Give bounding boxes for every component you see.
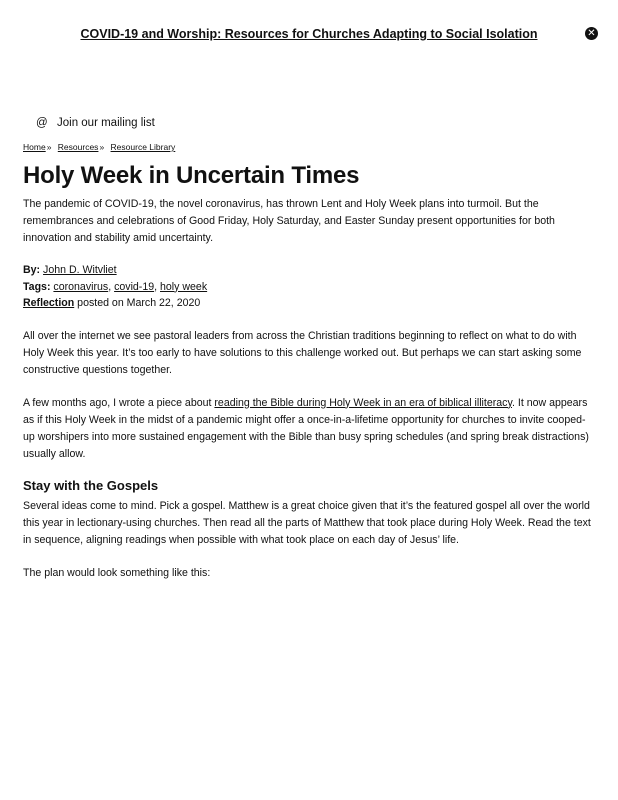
paragraph-1: All over the internet we see pastoral leaders from across the Christian traditions beginning to reflect on what to do with Holy Week this year. It’s too early to have solutions to this challenge worked out. But perhaps we can start asking some constructive questions together. [23,329,582,376]
paragraph-2 [23,395,595,463]
breadcrumb-separator: » [99,142,105,152]
paragraph-2-start: A few months ago, I wrote a piece about [23,396,215,409]
breadcrumb [23,141,595,153]
paragraph-3: Several ideas come to mind. Pick a gospel. Matthew is a great choice given that it’s the featured gospel all over the world this year in lectionary-using churches. Then read all the parts of Matthew that took place during Holy Week. Read the text in sequence, aligning readings when possible with what took place on each day of Jesus’ life. [23,499,591,546]
page-title: Holy Week in Uncertain Times [23,162,360,189]
mailing-list-link[interactable] [36,116,155,130]
tag-link-coronavirus[interactable]: coronavirus [53,280,109,293]
author-link[interactable]: John D. Witvliet [43,264,117,276]
article-lede: The pandemic of COVID-19, the novel coronavirus, has thrown Lent and Holy Week plans into turmoil. But the remembrances and celebrations of Good Friday, Holy Saturday, and Easter Sunday present opportunities for both innovation and stability amid uncertainty. [23,198,555,244]
section-heading: Stay with the Gospels [23,477,159,493]
announcement-banner [0,26,618,44]
tag-link-covid-19[interactable]: covid-19 [114,280,155,293]
breadcrumb-resources[interactable]: Resources [57,142,99,152]
banner-link[interactable]: COVID-19 and Worship: Resources for Churches Adapting to Social Isolation [80,27,538,41]
tags-label: Tags: [23,280,51,293]
posted-line [23,295,595,312]
breadcrumb-home[interactable]: Home [23,142,46,152]
by-label: By: [23,264,41,276]
posted-date: posted on March 22, 2020 [77,297,201,309]
breadcrumb-resource-library[interactable]: Resource Library [110,142,176,152]
tag-link-holy-week[interactable]: holy week [160,280,208,293]
mailing-list-label[interactable]: Join our mailing list [57,117,155,129]
breadcrumb-separator: » [46,142,52,152]
paragraph-4: The plan would look something like this: [23,566,211,579]
category-link[interactable]: Reflection [23,297,75,309]
tags-line: Tags: coronavirus, covid-19, holy week [23,280,208,293]
byline [23,262,595,279]
close-circle-icon[interactable]: ✕ [585,27,598,40]
article-content [23,141,595,582]
article-meta [23,262,595,312]
paragraph-2-end: . It now appears as if this Holy Week in the midst of a pandemic might offer a once-in-a-lifetime opportunity for churches to invite cooped-up worshipers into more sustained engagement with the Bible than busy spring schedules (and spring break distractions) usually allow. [23,396,589,460]
reading-bible-link[interactable]: reading the Bible during Holy Week in an era of biblical illiteracy [214,396,512,409]
at-sign-icon: @ [36,117,48,129]
